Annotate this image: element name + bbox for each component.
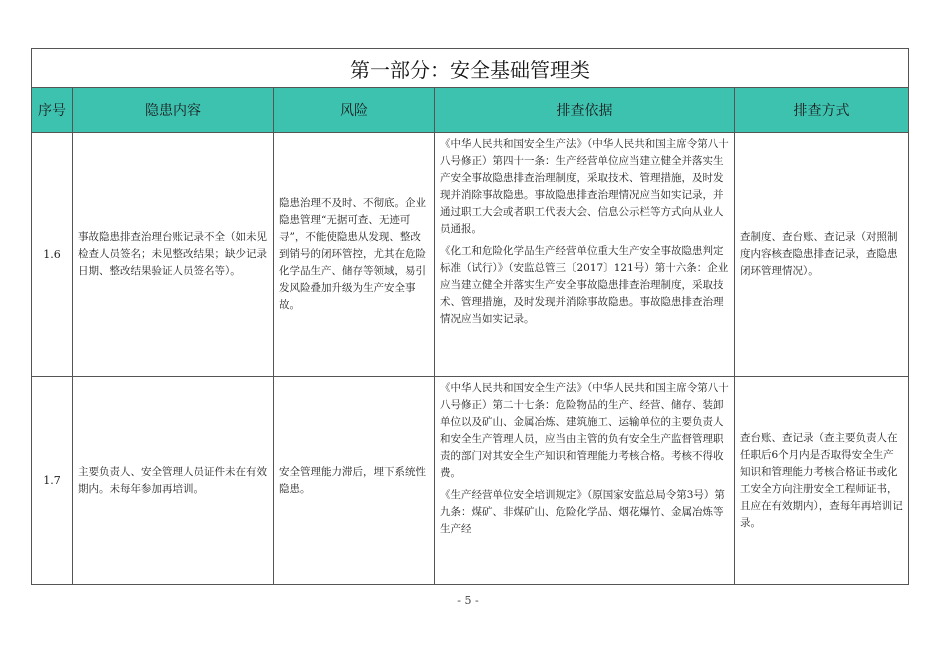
row-number: 1.6 (32, 133, 73, 377)
table-row (32, 377, 909, 585)
row-number: 1.7 (32, 377, 73, 585)
basis-paragraph: 《生产经营单位安全培训规定》（原国家安监总局令第3号）第九条：煤矿、非煤矿山、危险化学品、烟花爆竹、金属冶炼等生产经 (440, 489, 725, 535)
hazard-content: 主要负责人、安全管理人员证件未在有效期内。未每年参加再培训。 (73, 377, 274, 585)
header-method: 排查方式 (735, 88, 909, 133)
table-header-row (32, 88, 909, 133)
basis-paragraph: 《中华人民共和国安全生产法》（中华人民共和国主席令第八十八号修正）第二十七条：危险物品的生产、经营、储存、装卸单位以及矿山、金属冶炼、建筑施工、运输单位的主要负责人和安全生产管理人员，应当由主管的负有安全生产监督管理职责的部门对其安全生产知识和管理能力考核合格。考核不得收费。 (440, 382, 729, 479)
basis-content (435, 133, 735, 377)
basis-paragraph: 《化工和危险化学品生产经营单位重大生产安全事故隐患判定标准（试行）》（安监总管三〔2017〕121号）第十六条：企业应当建立健全并落实生产安全事故隐患排查治理制度，采取技术、管理措施，及时发现并消除事故隐患。事故隐患排查治理情况应当如实记录。 (440, 245, 729, 325)
table-row (32, 133, 909, 377)
risk-content: 安全管理能力滞后，埋下系统性隐患。 (274, 377, 435, 585)
method-content: 查台账、查记录（查主要负责人在任职后6个月内是否取得安全生产知识和管理能力考核合格证书或化工安全方向注册安全工程师证书，且应在有效期内），查每年再培训记录。 (735, 377, 909, 585)
hazard-table (31, 48, 909, 585)
hazard-content: 事故隐患排查治理台账记录不全（如未见检查人员签名；未见整改结果；缺少记录日期、整改结果验证人员签名等）。 (73, 133, 274, 377)
header-hazard: 隐患内容 (73, 88, 274, 133)
basis-paragraph: 《中华人民共和国安全生产法》（中华人民共和国主席令第八十八号修正）第四十一条：生产经营单位应当建立健全并落实生产安全事故隐患排查治理制度，采取技术、管理措施，及时发现并消除事故隐患。事故隐患排查治理情况应当如实记录，并通过职工大会或者职工代表大会、信息公示栏等方式向从业人员通报。 (440, 138, 729, 235)
header-basis: 排查依据 (435, 88, 735, 133)
basis-content (435, 377, 735, 585)
risk-content: 隐患治理不及时、不彻底。企业隐患管理“无据可查、无迹可寻”，不能使隐患从发现、整改到销号的闭环管控，尤其在危险化学品生产、储存等领域，易引发风险叠加升级为生产安全事故。 (274, 133, 435, 377)
page-number: - 5 - (457, 594, 479, 607)
method-content: 查制度、查台账、查记录（对照制度内容核查隐患排查记录，查隐患闭环管理情况）。 (735, 133, 909, 377)
header-number: 序号 (32, 88, 73, 133)
section-title: 第一部分：安全基础管理类 (32, 49, 909, 88)
header-risk: 风险 (274, 88, 435, 133)
